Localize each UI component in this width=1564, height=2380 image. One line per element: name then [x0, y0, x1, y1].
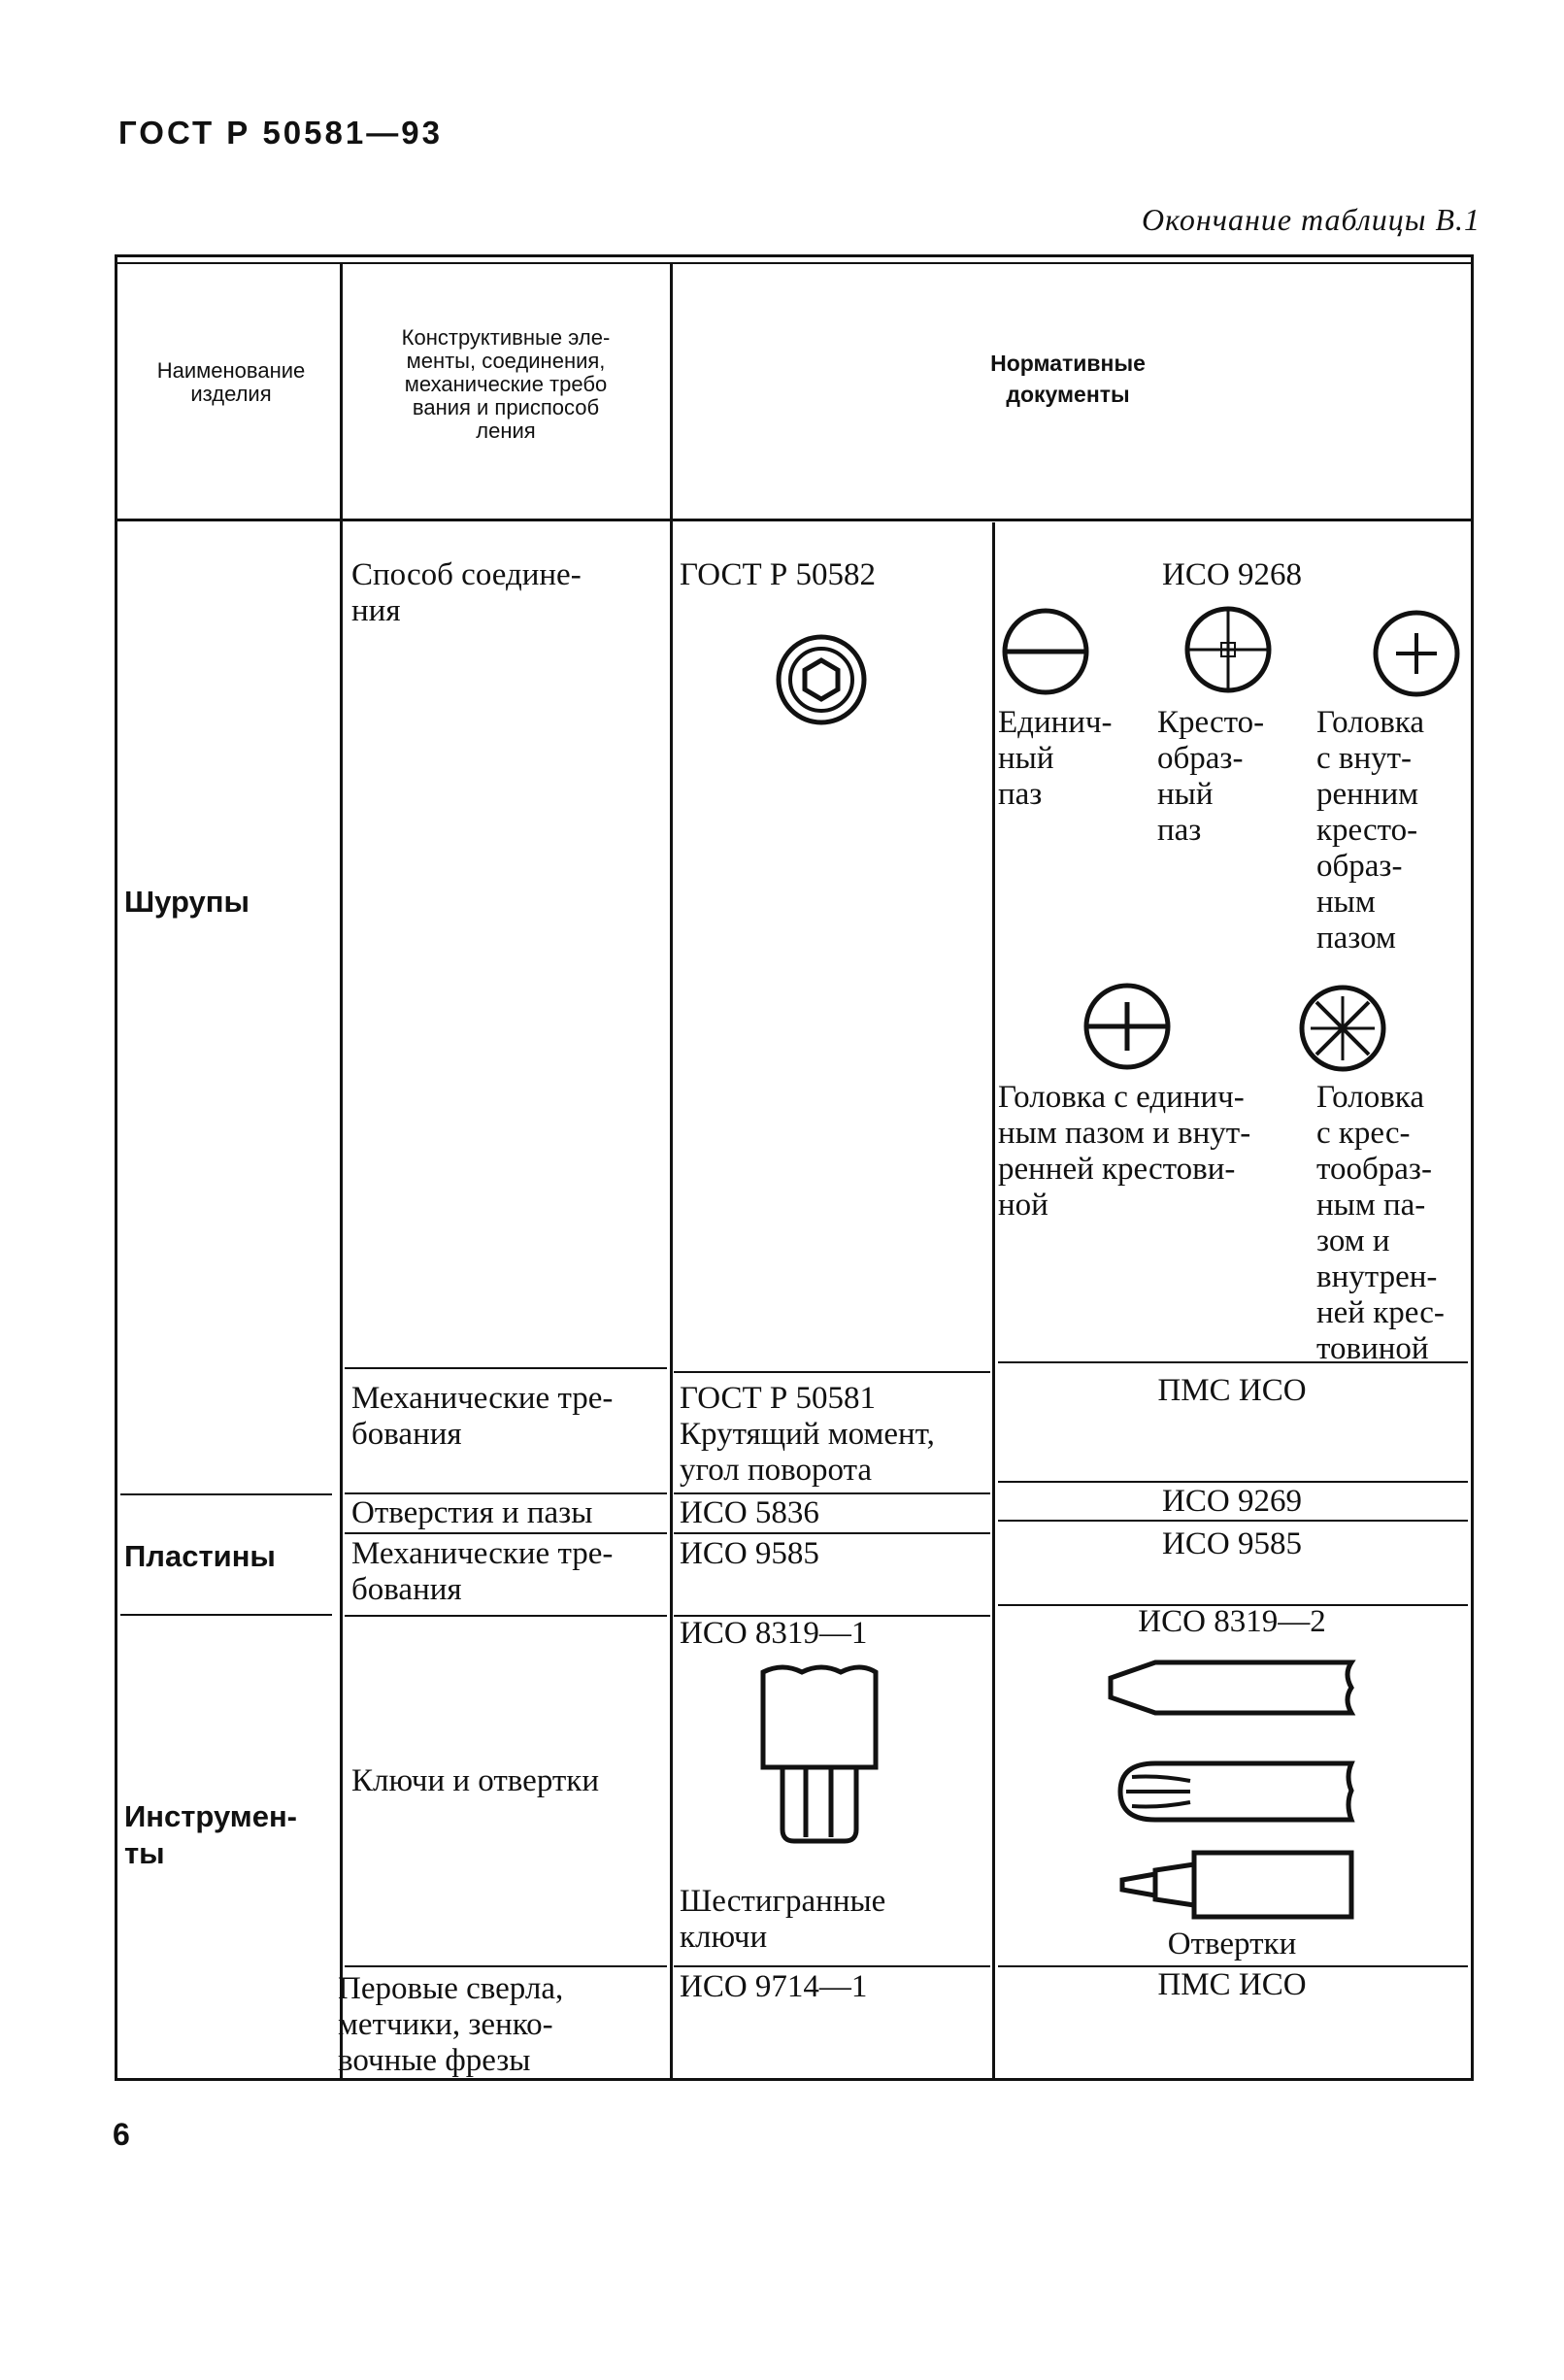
- element-connection: Способ соедине- ния: [351, 557, 582, 628]
- gost-holes: ИСО 5836: [680, 1495, 819, 1530]
- element-mechanical-plates: Механические тре- бования: [351, 1536, 614, 1607]
- iso-drills: ПМС ИСО: [1157, 1967, 1307, 2002]
- slot-label-star: Головка с крес- тообраз- ным па- зом и внутрен- ней крес- товиной: [1316, 1080, 1445, 1366]
- product-plates: Пластины: [124, 1539, 276, 1573]
- element-keys: Ключи и отвертки: [351, 1763, 599, 1798]
- slot-label-internal-cross: Головка с внут- ренним кресто- образ- ным пазом: [1316, 705, 1424, 955]
- slot-cross-combo-icon: [1081, 981, 1173, 1072]
- element-mechanical-screws: Механические тре- бования: [351, 1381, 614, 1452]
- gost-keys-caption: Шестигранные ключи: [680, 1884, 886, 1955]
- single-slot-icon: [1000, 606, 1091, 697]
- gost-mechanical-screws: ГОСТ Р 50581 Крутящий момент, угол поворота: [680, 1381, 935, 1488]
- element-drills: Перовые сверла, метчики, зенко- вочные фрезы: [338, 1971, 564, 2078]
- hex-key-icon: [755, 1662, 882, 1847]
- slot-label-cross: Кресто- образ- ный паз: [1157, 705, 1265, 848]
- internal-cross-icon: [1371, 608, 1462, 699]
- document-code: ГОСТ Р 50581—93: [118, 115, 443, 151]
- phillips-screwdriver-icon: [1116, 1756, 1359, 1829]
- cross-slot-star-icon: [1297, 983, 1388, 1074]
- product-screws: Шурупы: [124, 885, 250, 919]
- gost-mechanical-plates: ИСО 9585: [680, 1536, 819, 1571]
- page-number: 6: [113, 2117, 130, 2152]
- gost-connection: ГОСТ Р 50582: [680, 557, 877, 592]
- iso-keys: ИСО 8319—2: [1138, 1604, 1326, 1639]
- slot-label-combo: Головка с единич- ным пазом и внут- ренней крестови- ной: [998, 1080, 1251, 1223]
- header-elements: Конструктивные эле- менты, соединения, механические требо вания и приспособ ления: [401, 325, 611, 443]
- flat-screwdriver-icon: [1107, 1651, 1359, 1725]
- hex-bit-screwdriver-icon: [1116, 1845, 1359, 1927]
- slot-label-single: Единич- ный паз: [998, 705, 1113, 812]
- gost-drills: ИСО 9714—1: [680, 1969, 868, 2004]
- table-continuation-label: Окончание таблицы В.1: [1141, 202, 1481, 237]
- hex-socket-icon: [775, 633, 868, 726]
- iso-mechanical-plates: ИСО 9585: [1162, 1526, 1302, 1561]
- gost-keys: ИСО 8319—1: [680, 1616, 868, 1651]
- product-tools: Инструмен- ты: [124, 1799, 298, 1870]
- iso-connection: ИСО 9268: [1162, 557, 1302, 592]
- header-norms: Нормативные документы: [990, 351, 1146, 407]
- header-product: Наименование изделия: [156, 358, 306, 406]
- iso-mechanical-screws: ПМС ИСО: [1157, 1373, 1307, 1408]
- element-holes: Отверстия и пазы: [351, 1495, 593, 1530]
- iso-holes: ИСО 9269: [1162, 1484, 1302, 1519]
- cross-slot-icon: [1182, 604, 1274, 695]
- iso-keys-caption: Отвертки: [1167, 1927, 1297, 1961]
